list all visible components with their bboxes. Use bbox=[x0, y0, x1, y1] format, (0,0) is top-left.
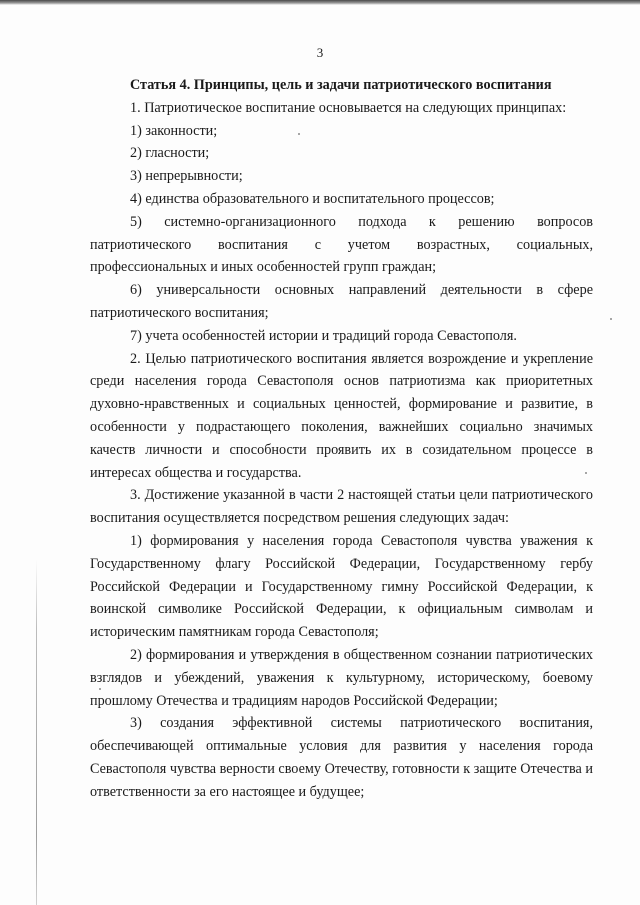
list-item-principle-7: 7) учета особенностей истории и традиций города Севастополя. bbox=[130, 327, 517, 344]
list-item-principle-3: 3) непрерывности; bbox=[130, 168, 243, 185]
scan-speck bbox=[610, 318, 612, 320]
list-item-principle-2: 2) гласности; bbox=[130, 145, 210, 162]
list-item-task-2: 2) формирования и утверждения в общественном сознании патриотических взглядов и убеждений, уважения к культурному, историческому, боевому прошлому Отечества и традициям народов Российской Федерации; bbox=[90, 646, 593, 709]
list-item-task-1: 1) формирования у населения города Севастополя чувства уважения к Государственному флагу Российской Федерации, Государственному гербу Российской Федерации и Государственному гимну Российской Федерации, к воинской символике Российской Федерации, к официальным символам и историческим памятникам города Севастополя; bbox=[90, 532, 593, 641]
list-item-principle-1: 1) законности; bbox=[130, 122, 218, 139]
list-item-principle-4: 4) единства образовательного и воспитательного процессов; bbox=[130, 190, 495, 207]
list-item-task-3: 3) создания эффективной системы патриотического воспитания, обеспечивающей оптимальные условия для развития у населения города Севастополя чувства верности своему Отечеству, готовности к защите Отечества и ответственности за его настоящее и будущее; bbox=[90, 715, 593, 800]
scan-top-edge bbox=[0, 0, 640, 5]
page-number: 3 bbox=[316, 45, 324, 60]
paragraph-tasks-intro: 3. Достижение указанной в части 2 настоящей статьи цели патриотического воспитания осуществляется посредством решения следующих задач: bbox=[90, 487, 593, 527]
list-item-principle-5: 5) системно-организационного подхода к решению вопросов патриотического воспитания с учетом возрастных, социальных, профессиональных и иных особенностей групп граждан; bbox=[90, 213, 593, 276]
article-heading: Статья 4. Принципы, цель и задачи патриотического воспитания bbox=[130, 77, 552, 93]
list-item-principle-6: 6) универсальности основных направлений деятельности в сфере патриотического воспитания; bbox=[90, 282, 593, 321]
document-body bbox=[90, 74, 593, 804]
paragraph-goal: 2. Целью патриотического воспитания является возрождение и укрепление среди населения города Севастополя основ патриотизма как приоритетных духовно-нравственных и социальных ценностей, формирование и развитие, в особенности у подрастающего поколения, важнейших социально значимых качеств личности и способности проявить их в созидательном процессе в интересах общества и государства. bbox=[90, 350, 593, 481]
scan-left-edge bbox=[36, 560, 37, 905]
paragraph-principles-intro: 1. Патриотическое воспитание основывается на следующих принципах: bbox=[130, 99, 567, 116]
